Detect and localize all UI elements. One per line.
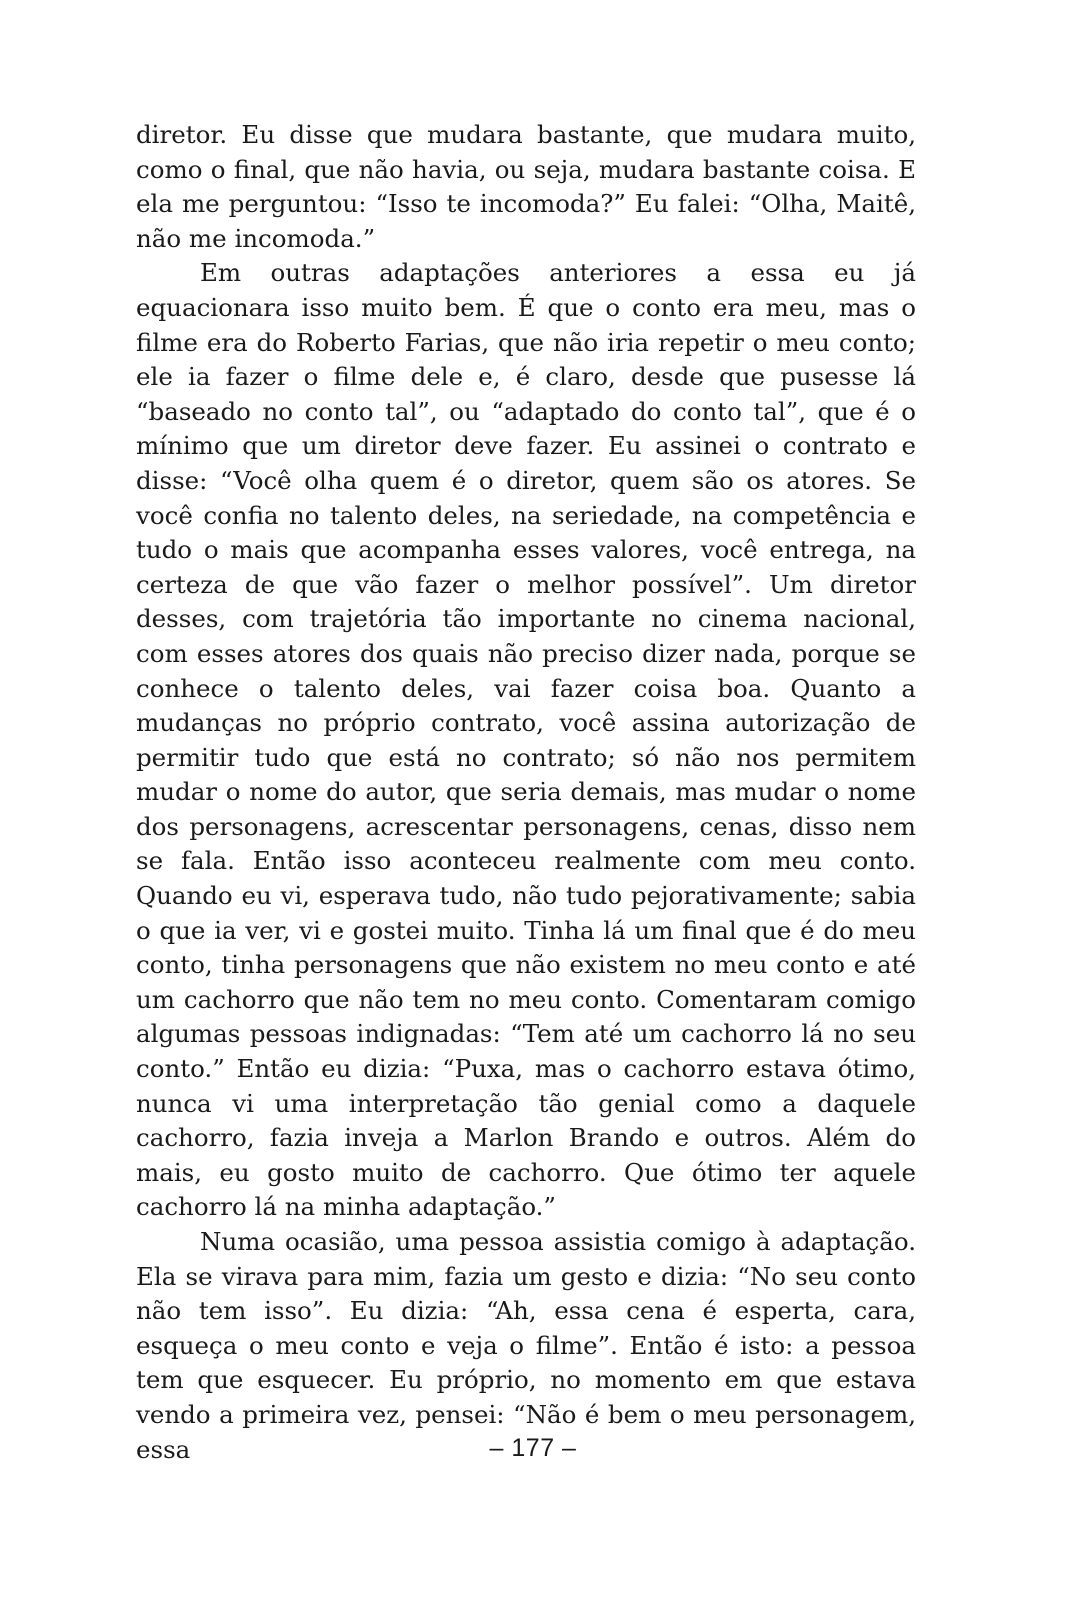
page-body [136,118,916,1467]
paragraph-1: diretor. Eu disse que mudara bastante, que mudara muito, como o final, que não havia, ou seja, mudara bastante coisa. E ela me perguntou: “Isso te incomoda?” Eu falei: “Olha, Maitê, não me incomoda.” [136,120,916,253]
paragraph-2: Em outras adaptações anteriores a essa eu já equacionara isso muito bem. É que o conto era meu, mas o filme era do Roberto Farias, que não iria repetir o meu conto; ele ia fazer o filme dele e, é claro, desde que pusesse lá “baseado no conto tal”, ou “adaptado do conto tal”, que é o mínimo que um diretor deve fazer. Eu assinei o contrato e disse: “Você olha quem é o diretor, quem são os atores. Se você confia no talento deles, na seriedade, na competência e tudo o mais que acompanha esses valores, você entrega, na certeza de que vão fazer o melhor possível”. Um diretor desses, com trajetória tão importante no cinema nacional, com esses atores dos quais não preciso dizer nada, porque se conhece o talento deles, vai fazer coisa boa. Quanto a mudanças no próprio contrato, você assina autorização de permitir tudo que está no contrato; só não nos permitem mudar o nome do autor, que seria demais, mas mudar o nome dos personagens, acrescentar personagens, cenas, disso nem se fala. Então isso aconteceu realmente com meu conto. Quando eu vi, esperava tudo, não tudo pejorativamente; sabia o que ia ver, vi e gostei muito. Tinha lá um final que é do meu conto, tinha personagens que não existem no meu conto e até um cachorro que não tem no meu conto. Comentaram comigo algumas pessoas indignadas: “Tem até um cachorro lá no seu conto.” Então eu dizia: “Puxa, mas o cachorro estava ótimo, nunca vi uma interpretação tão genial como a daquele cachorro, fazia inveja a Marlon Brando e outros. Além do mais, eu gosto muito de cachorro. Que ótimo ter aquele cachorro lá na minha adaptação.” [136,258,916,1222]
page-number: – 177 – [489,1434,577,1462]
paragraph-3: Numa ocasião, uma pessoa assistia comigo à adaptação. Ela se virava para mim, fazia um gesto e dizia: “No seu conto não tem isso”. Eu dizia: “Ah, essa cena é esperta, cara, esqueça o meu conto e veja o filme”. Então é isto: a pessoa tem que esquecer. Eu próprio, no momento em que estava vendo a primeira vez, pensei: “Não é bem o meu personagem, essa [136,1227,916,1464]
